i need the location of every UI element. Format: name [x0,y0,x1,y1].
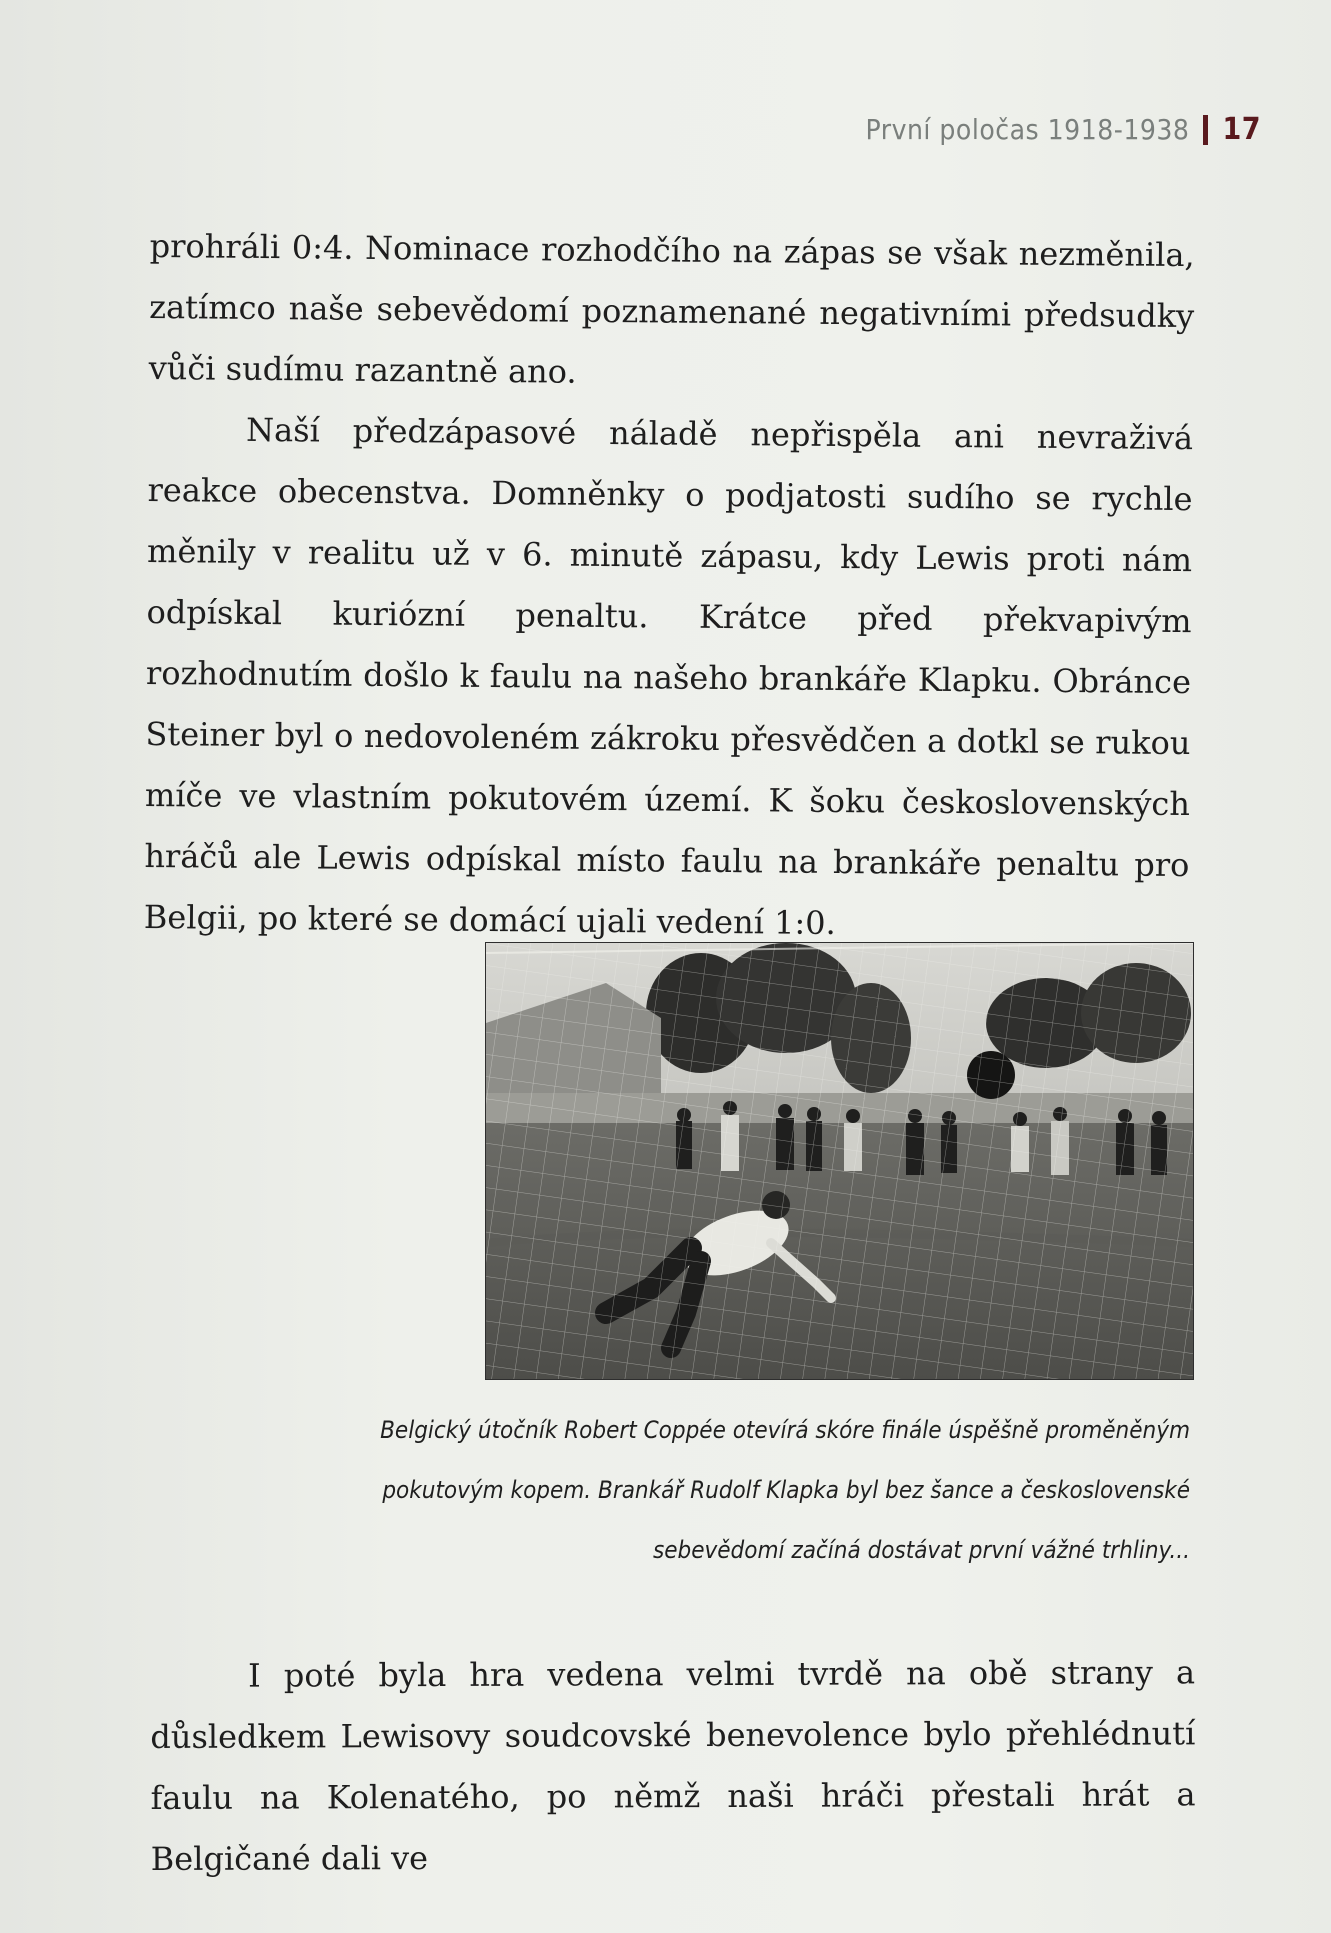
running-title: První poločas 1918-1938 [865,113,1190,146]
photo-caption [368,1400,1190,1580]
penalty-kick-image [486,943,1193,1379]
page-number: 17 [1222,112,1261,147]
paragraph: I poté byla hra vedena velmi tvrdě na obě strany a důsledkem Lewisovy soudcovské benevolence bylo přehlédnutí faulu na Kolenatého, po němž naši hráči přestali hrát a Belgičané dali ve [150,1653,1196,1878]
paragraph: prohráli 0:4. Nominace rozhodčího na zápas se však nezměnila, zatímco naše sebevědomí poznamenané negativními předsudky vůči sudímu razantně ano. [148,226,1195,391]
caption-line: sebevědomí začíná dostávat první vážné trhliny... [652,1536,1190,1564]
body-text-top [144,216,1195,957]
body-text-bottom [150,1642,1196,1890]
caption-line: pokutovým kopem. Brankář Rudolf Klapka byl bez šance a československé [382,1476,1190,1504]
running-header [866,112,1261,147]
header-divider [1203,115,1208,145]
caption-line: Belgický útočník Robert Coppée otevírá skóre finále úspěšně proměněným [380,1416,1190,1444]
historical-football-photo [485,942,1194,1380]
paragraph: Naší předzápasové náladě nepřispěla ani nevraživá reakce obecenstva. Domněnky o podjatosti sudího se rychle měnily v realitu už v 6. minutě zápasu, kdy Lewis proti nám odpískal kuriózní penaltu. Krátce před překvapivým rozhodnutím došlo k faulu na našeho brankáře Klapku. Obránce Steiner byl o nedovoleném zákroku přesvědčen a dotkl se rukou míče ve vlastním pokutovém území. K šoku československých hráčů ale Lewis odpískal místo faulu na brankáře penaltu pro Belgii, po které se domácí ujali vedení 1:0. [143,410,1194,943]
